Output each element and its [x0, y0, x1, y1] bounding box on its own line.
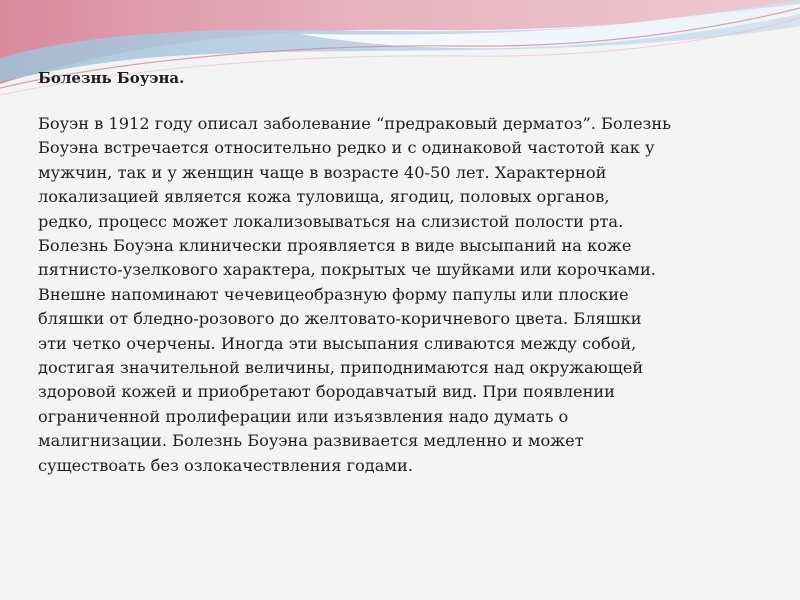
body-line: локализацией является кожа туловища, ягодиц, половых органов,: [38, 187, 610, 207]
slide-body-text: [38, 112, 773, 478]
body-line: бляшки от бледно-розового до желтовато-коричневого цвета. Бляшки: [38, 309, 642, 329]
body-line: Болезнь Боуэна клинически проявляется в виде высыпаний на коже: [38, 236, 632, 256]
body-line: редко, процесс может локализовываться на слизистой полости рта.: [38, 211, 624, 231]
body-line: здоровой кожей и приобретают бородавчатый вид. При появлении: [38, 382, 615, 402]
body-line: существоать без озлокачествления годами.: [38, 455, 413, 475]
slide-content: [38, 68, 773, 478]
body-line: мужчин, так и у женщин чаще в возрасте 40-50 лет. Характерной: [38, 162, 607, 182]
body-line: Боуэн в 1912 году описал заболевание “предраковый дерматоз”. Болезнь: [38, 114, 671, 133]
body-line: ограниченной пролиферации или изъязвления надо думать о: [38, 406, 569, 426]
slide-title: Болезнь Боуэна.: [38, 69, 185, 87]
body-line: эти четко очерчены. Иногда эти высыпания сливаются между собой,: [38, 333, 637, 353]
body-line: малигнизации. Болезнь Боуэна развивается медленно и может: [38, 431, 584, 451]
body-line: Боуэна встречается относительно редко и с одинаковой частотой как у: [38, 138, 655, 158]
body-line: достигая значительной величины, приподнимаются над окружающей: [38, 358, 644, 378]
body-line: Внешне напоминают чечевицеобразную форму папулы или плоские: [38, 284, 629, 304]
body-line: пятнисто-узелкового характера, покрытых че шуйками или корочками.: [38, 260, 656, 280]
